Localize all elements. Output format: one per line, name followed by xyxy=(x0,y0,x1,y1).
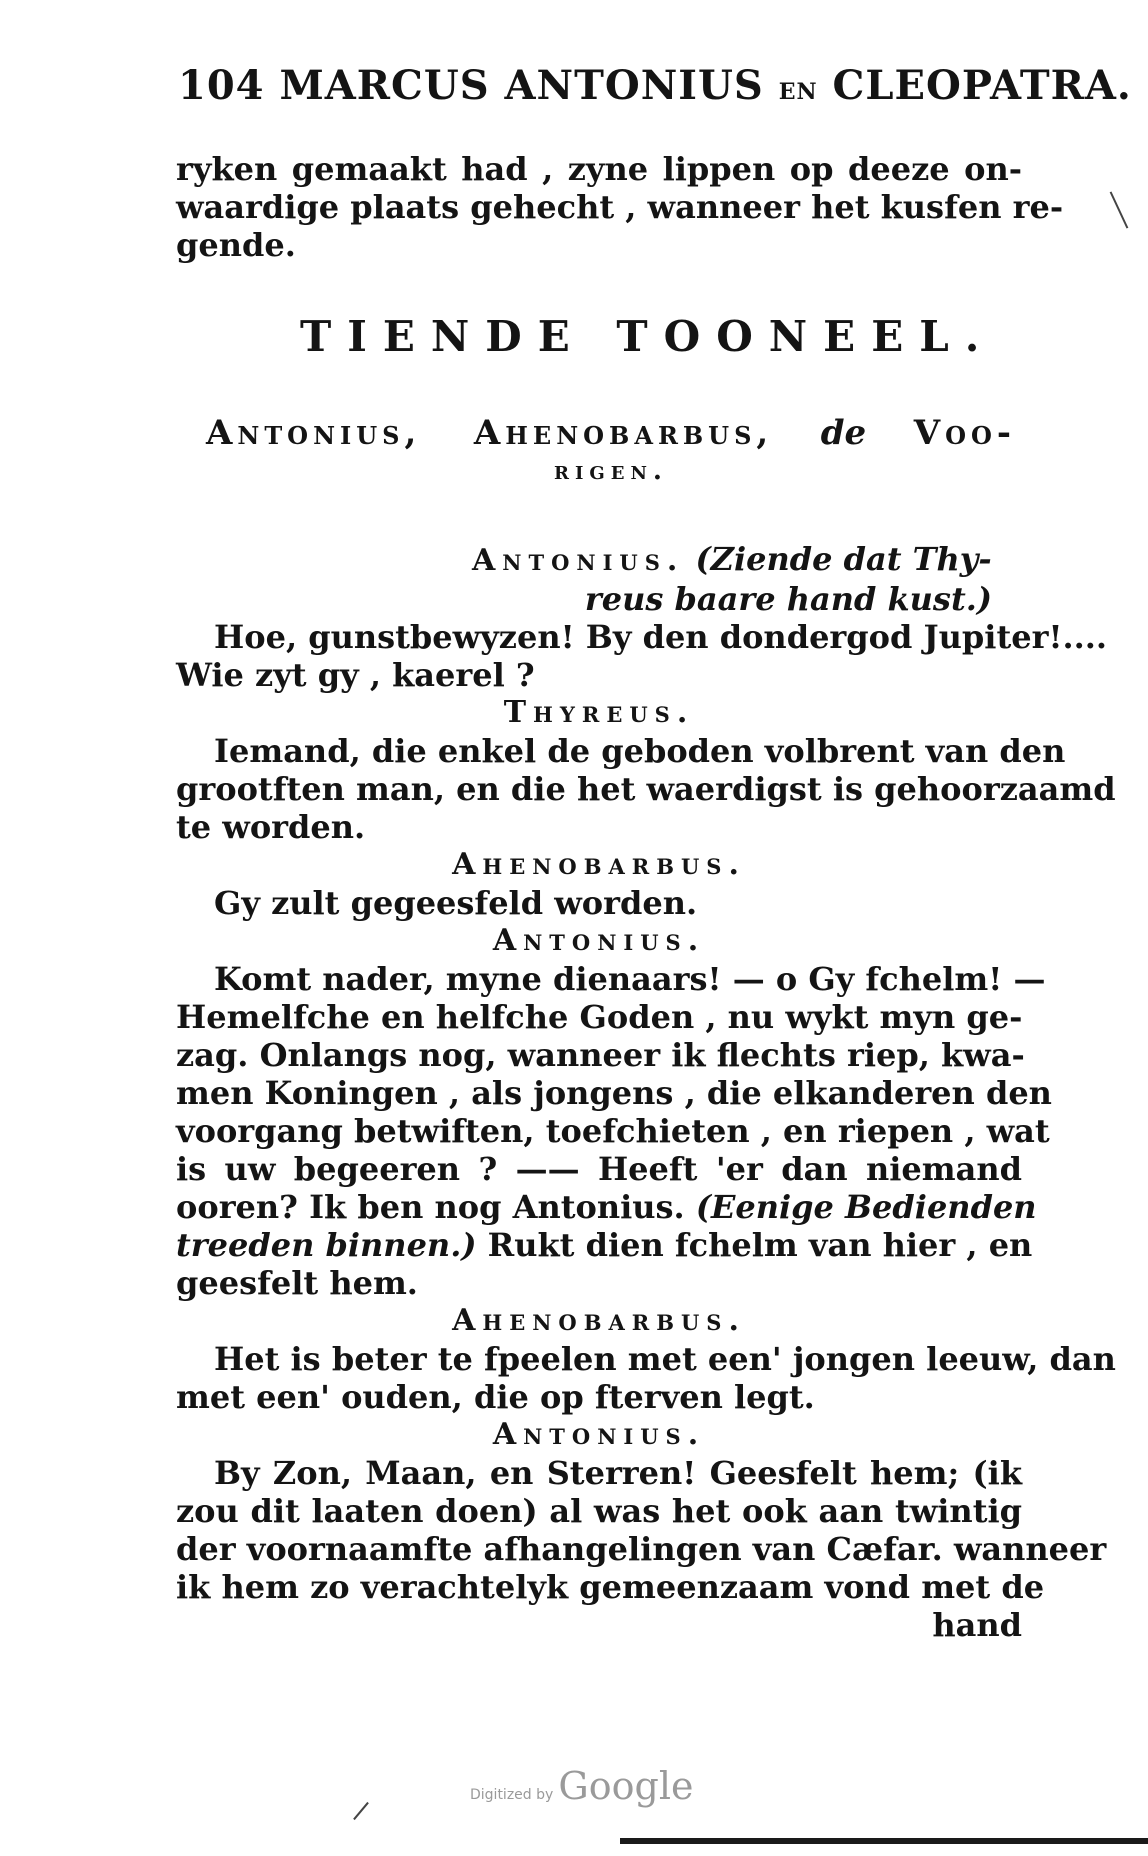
speaker-name: Ahenobarbus. xyxy=(452,847,746,882)
speaker-name: Ahenobarbus. xyxy=(452,1303,746,1338)
stage-direction: (Ziende dat Thy- xyxy=(695,540,992,578)
dialogue xyxy=(176,540,1116,1644)
text-line: voorgang betwiften, toefchieten , en riepen , wat xyxy=(176,1112,1050,1150)
cast-italic: de xyxy=(820,413,867,453)
text-line: Wie zyt gy , kaerel ? xyxy=(176,656,535,694)
scan-speck xyxy=(353,1802,369,1820)
text-line: Komt nader, myne dienaars! — o Gy fchelm! — xyxy=(214,960,1046,998)
cast-list xyxy=(206,414,1016,490)
text-line xyxy=(176,1188,1037,1226)
page-edge-shadow xyxy=(620,1838,1148,1844)
text-line: zag. Onlangs nog, wanneer ik flechts riep, kwa- xyxy=(176,1036,1025,1074)
speaker-name: Thyreus. xyxy=(503,695,695,730)
text-line: geesfelt hem. xyxy=(176,1264,418,1302)
page-number: 104 xyxy=(178,62,265,109)
text-line: met een' ouden, die op fterven legt. xyxy=(176,1378,815,1416)
digitized-footer xyxy=(470,1764,710,1808)
text-line: ryken gemaakt had , zyne lippen op deeze on- xyxy=(176,150,1022,188)
header-conjunction: EN xyxy=(778,79,818,105)
carryover-text xyxy=(176,150,1064,264)
speaker-name: Antonius. xyxy=(492,1417,706,1452)
text-line: der voornaamfte afhangelingen van Cæfar. wanneer xyxy=(176,1530,1107,1568)
cast-line xyxy=(206,414,1016,452)
speaker-stage-line xyxy=(176,540,1022,580)
text-line: waardige plaats gehecht , wanneer het kusfen re- xyxy=(176,188,1064,226)
text-line: zou dit laaten doen) al was het ook aan twintig xyxy=(176,1492,1022,1530)
running-header xyxy=(178,62,1132,109)
digitized-by-label: Digitized by xyxy=(470,1787,554,1803)
text-span: ooren? Ik ben nog Antonius. xyxy=(176,1188,685,1226)
text-line: Iemand, die enkel de geboden volbrent van den xyxy=(214,732,1066,770)
google-logo: Google xyxy=(558,1764,694,1808)
header-title-2: CLEOPATRA. xyxy=(832,62,1132,109)
text-line: is uw begeeren ? —— Heeft 'er dan niemand xyxy=(176,1150,1022,1188)
text-line: Hoe, gunstbewyzen! By den dondergod Jupiter!.... xyxy=(214,618,1108,656)
speaker-name: Antonius. xyxy=(472,543,685,578)
speaker-name: Antonius. xyxy=(492,923,706,958)
text-line: By Zon, Maan, en Sterren! Geesfelt hem; (ik xyxy=(214,1454,1022,1492)
text-line: Gy zult gegeesfeld worden. xyxy=(214,884,698,922)
text-line xyxy=(176,1226,1033,1264)
stage-direction: treeden binnen.) xyxy=(176,1226,477,1264)
text-line: te worden. xyxy=(176,808,366,846)
cast-end: Voo- xyxy=(913,413,1016,453)
text-line: gende. xyxy=(176,226,296,264)
text-span: Rukt dien fchelm van hier , en xyxy=(487,1226,1033,1264)
scan-speck xyxy=(1110,191,1129,228)
text-line: men Koningen , als jongens , die elkanderen den xyxy=(176,1074,1052,1112)
text-line: Hemelfche en helfche Goden , nu wykt myn ge- xyxy=(176,998,1023,1036)
text-line: Het is beter te fpeelen met een' jongen leeuw, dan xyxy=(214,1340,1116,1378)
cast-line-2: rigen. xyxy=(554,456,668,486)
text-line: ik hem zo verachtelyk gemeenzaam vond met de xyxy=(176,1568,1045,1606)
catchword: hand xyxy=(932,1606,1022,1644)
cast-names: Antonius, Ahenobarbus, xyxy=(206,413,774,453)
stage-direction: (Eenige Bedienden xyxy=(695,1188,1037,1226)
header-title: MARCUS ANTONIUS xyxy=(279,62,764,109)
stage-direction: reus baare hand kust.) xyxy=(584,580,992,618)
text-line: grootften man, en die het waerdigst is gehoorzaamd xyxy=(176,770,1116,808)
scene-heading: TIENDE TOONEEL. xyxy=(300,312,996,361)
